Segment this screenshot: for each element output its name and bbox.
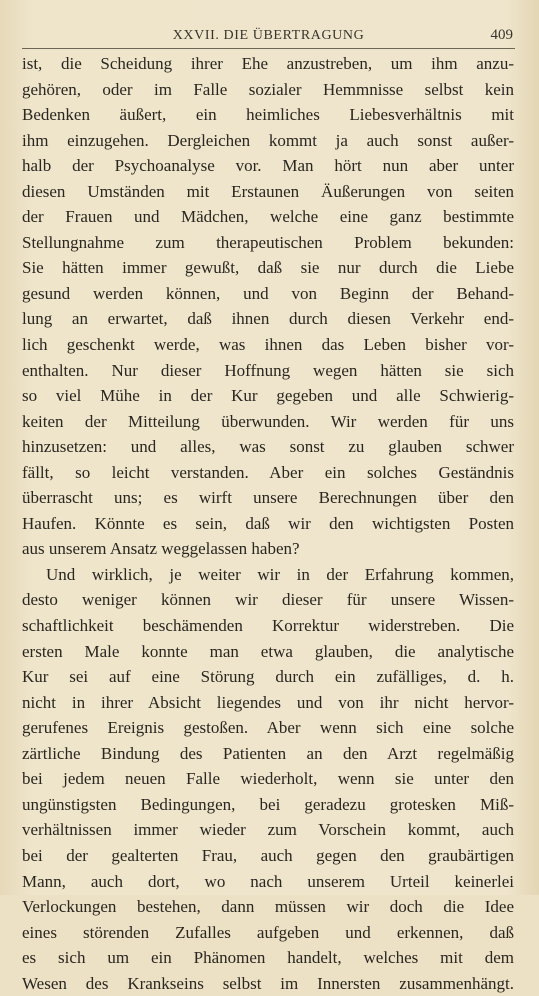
text-line: Wesen des Krankseins selbst im Innersten zusammenhängt.: [22, 973, 514, 993]
text-line: es sich um ein Phänomen handelt, welches mit dem: [22, 948, 514, 968]
text-line: ist, die Scheidung ihrer Ehe anzustreben, um ihm anzu-: [22, 54, 514, 73]
text-line: Kur sei auf eine Störung durch ein zufälliges, d. h.: [22, 667, 514, 687]
text-line: lich geschenkt werde, was ihnen das Leben bisher vor-: [22, 335, 514, 355]
text-line: diesen Umständen mit Erstaunen Äußerungen von seiten: [22, 181, 514, 201]
text-line: ihm einzugehen. Dergleichen kommt ja auch sonst außer-: [22, 130, 514, 150]
page-number: 409: [490, 27, 513, 43]
text-line: verhältnissen immer wieder zum Vorschein kommt, auch: [22, 820, 514, 840]
text-line: hinzusetzen: und alles, was sonst zu glauben schwer: [22, 437, 514, 457]
text-line: der Frauen und Mädchen, welche eine ganz bestimmte: [22, 207, 514, 227]
paragraph-end-line: aus unserem Ansatz weggelassen haben?: [22, 539, 300, 559]
text-line: halb der Psychoanalyse vor. Man hört nun aber unter: [22, 156, 514, 176]
text-line: Verlockungen bestehen, dann müssen wir doch die Idee: [22, 897, 514, 917]
text-line: Mann, auch dort, wo nach unserem Urteil keinerlei: [22, 871, 514, 891]
text-line: zärtliche Bindung des Patienten an den Arzt regelmäßig: [22, 743, 514, 763]
text-line: Stellungnahme zum therapeutischen Problem bekunden:: [22, 232, 514, 252]
text-line: ersten Male konnte man etwa glauben, die analytische: [22, 641, 514, 661]
text-line: nicht in ihrer Absicht liegendes und von ihr nicht hervor-: [22, 692, 514, 712]
text-line: ungünstigsten Bedingungen, bei geradezu grotesken Miß-: [22, 794, 514, 814]
running-title: XXVII. DIE ÜBERTRAGUNG: [172, 28, 365, 43]
text-line: schaftlichkeit beschämenden Korrektur widerstreben. Die: [22, 616, 514, 636]
text-line: bei jedem neuen Falle wiederholt, wenn sie unter den: [22, 769, 514, 789]
text-line: so viel Mühe in der Kur gegeben und alle Schwierig-: [22, 386, 514, 406]
paragraph-start-line: Und wirklich, je weiter wir in der Erfahrung kommen,: [46, 564, 514, 584]
text-line: Bedenken äußert, ein heimliches Liebesverhältnis mit: [22, 105, 514, 125]
text-line: gesund werden können, und von Beginn der Behand-: [22, 283, 514, 303]
text-line: gehören, oder im Falle sozialer Hemmnisse selbst kein: [22, 79, 514, 99]
text-line: bei der gealterten Frau, auch gegen den graubärtigen: [22, 845, 514, 865]
text-line: lung an erwartet, daß ihnen durch diesen Verkehr end-: [22, 309, 514, 329]
text-line: eines störenden Zufalles aufgeben und erkennen, daß: [22, 922, 514, 942]
text-line: fällt, so leicht verstanden. Aber ein solches Geständnis: [22, 462, 514, 482]
text-line: keiten der Mitteilung überwunden. Wir werden für uns: [22, 411, 514, 431]
body-text: [22, 51, 514, 996]
text-line: gerufenes Ereignis gestoßen. Aber wenn sich eine solche: [22, 718, 514, 738]
text-line: Haufen. Könnte es sein, daß wir den wichtigsten Posten: [22, 513, 514, 533]
text-line: enthalten. Nur dieser Hoffnung wegen hätten sie sich: [22, 360, 514, 380]
text-line: Sie hätten immer gewußt, daß sie nur durch die Liebe: [22, 258, 514, 278]
text-line: überrascht uns; es wirft unsere Berechnungen über den: [22, 488, 514, 508]
text-line: desto weniger können wir dieser für unsere Wissen-: [22, 590, 514, 610]
page-header: [22, 26, 515, 49]
